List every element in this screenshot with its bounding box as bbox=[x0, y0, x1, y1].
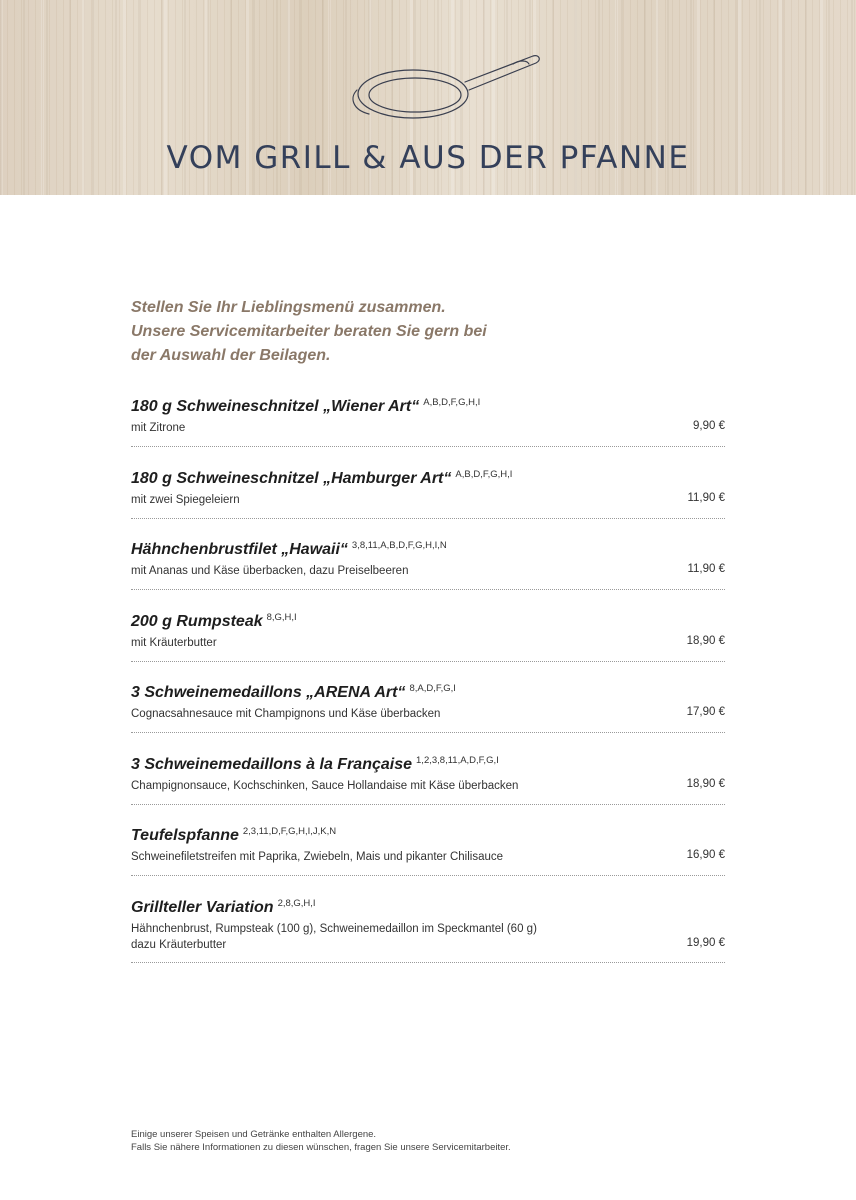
dish-name: 180 g Schweineschnitzel „Hamburger Art“ bbox=[131, 469, 452, 487]
dish-description: mit Kräuterbutter bbox=[131, 636, 217, 649]
footnote-line: Einige unserer Speisen und Getränke enthalten Allergene. bbox=[131, 1129, 377, 1140]
dish-description: Champignonsauce, Kochschinken, Sauce Hollandaise mit Käse überbacken bbox=[131, 779, 519, 792]
footnote-line: Falls Sie nähere Informationen zu diesen wünschen, fragen Sie unsere Servicemitarbeiter. bbox=[131, 1142, 511, 1153]
intro-text bbox=[131, 296, 731, 368]
dotted-divider bbox=[131, 661, 725, 662]
dotted-divider bbox=[131, 589, 725, 590]
dish-price: 11,90 € bbox=[687, 491, 725, 504]
header-banner bbox=[0, 0, 856, 195]
intro-line: der Auswahl der Beilagen. bbox=[131, 347, 331, 364]
dotted-divider bbox=[131, 875, 725, 876]
intro-line: Stellen Sie Ihr Lieblingsmenü zusammen. bbox=[131, 299, 446, 316]
dotted-divider bbox=[131, 732, 725, 733]
dish-name: 3 Schweinemedaillons à la Française bbox=[131, 755, 413, 773]
dish-description: mit Zitrone bbox=[131, 422, 186, 434]
menu-item bbox=[131, 899, 725, 969]
dish-price: 18,90 € bbox=[686, 777, 725, 790]
dish-description: mit zwei Spiegeleiern bbox=[131, 493, 240, 506]
allergen-codes: 3,8,11,A,B,D,F,G,H,I,N bbox=[351, 540, 447, 551]
dish-description: Hähnchenbrust, Rumpsteak (100 g), Schweinemedaillon im Speckmantel (60 g) bbox=[131, 922, 537, 935]
dish-name: 180 g Schweineschnitzel „Wiener Art“ bbox=[131, 398, 420, 415]
dish-name: Hähnchenbrustfilet „Hawaii“ bbox=[131, 541, 348, 558]
allergen-codes: 8,A,D,F,G,I bbox=[409, 683, 456, 694]
dish-price: 18,90 € bbox=[686, 634, 725, 647]
allergen-codes: A,B,D,F,G,H,I bbox=[423, 397, 481, 408]
dish-price: 17,90 € bbox=[686, 706, 725, 718]
menu-item bbox=[131, 613, 725, 685]
allergen-codes: 2,3,11,D,F,G,H,I,J,K,N bbox=[242, 826, 337, 837]
dish-description: dazu Kräuterbutter bbox=[131, 938, 227, 951]
frying-pan-icon bbox=[345, 48, 545, 128]
dish-name: Grillteller Variation bbox=[131, 898, 274, 916]
dotted-divider bbox=[131, 804, 725, 805]
page-title: VOM GRILL & AUS DER PFANNE bbox=[166, 140, 690, 176]
allergen-codes: 1,2,3,8,11,A,D,F,G,I bbox=[416, 754, 499, 766]
allergen-codes: 8,G,H,I bbox=[266, 611, 297, 623]
dotted-divider bbox=[131, 518, 725, 519]
menu-list bbox=[131, 398, 725, 969]
intro-line: Unsere Servicemitarbeiter beraten Sie gern bei bbox=[131, 323, 487, 340]
dish-price: 16,90 € bbox=[686, 849, 725, 861]
allergen-codes: 2,8,G,H,I bbox=[277, 897, 316, 909]
menu-item bbox=[131, 684, 725, 756]
allergen-codes: A,B,D,F,G,H,I bbox=[455, 468, 513, 480]
dish-description: Schweinefiletstreifen mit Paprika, Zwiebeln, Mais und pikanter Chilisauce bbox=[131, 851, 504, 863]
allergen-footnote bbox=[131, 1128, 511, 1154]
menu-item bbox=[131, 541, 725, 613]
menu-item bbox=[131, 827, 725, 899]
dish-name: Teufelspfanne bbox=[131, 827, 239, 844]
dish-name: 200 g Rumpsteak bbox=[131, 612, 263, 630]
dish-price: 9,90 € bbox=[693, 420, 725, 432]
dish-name: 3 Schweinemedaillons „ARENA Art“ bbox=[131, 684, 406, 701]
menu-item bbox=[131, 470, 725, 542]
dish-description: Cognacsahnesauce mit Champignons und Käse überbacken bbox=[131, 708, 441, 720]
menu-item bbox=[131, 398, 725, 470]
dish-price: 11,90 € bbox=[687, 563, 725, 575]
dotted-divider bbox=[131, 962, 725, 963]
dish-description: mit Ananas und Käse überbacken, dazu Preiselbeeren bbox=[131, 565, 409, 577]
dish-price: 19,90 € bbox=[686, 936, 725, 949]
menu-item bbox=[131, 756, 725, 828]
dotted-divider bbox=[131, 446, 725, 447]
